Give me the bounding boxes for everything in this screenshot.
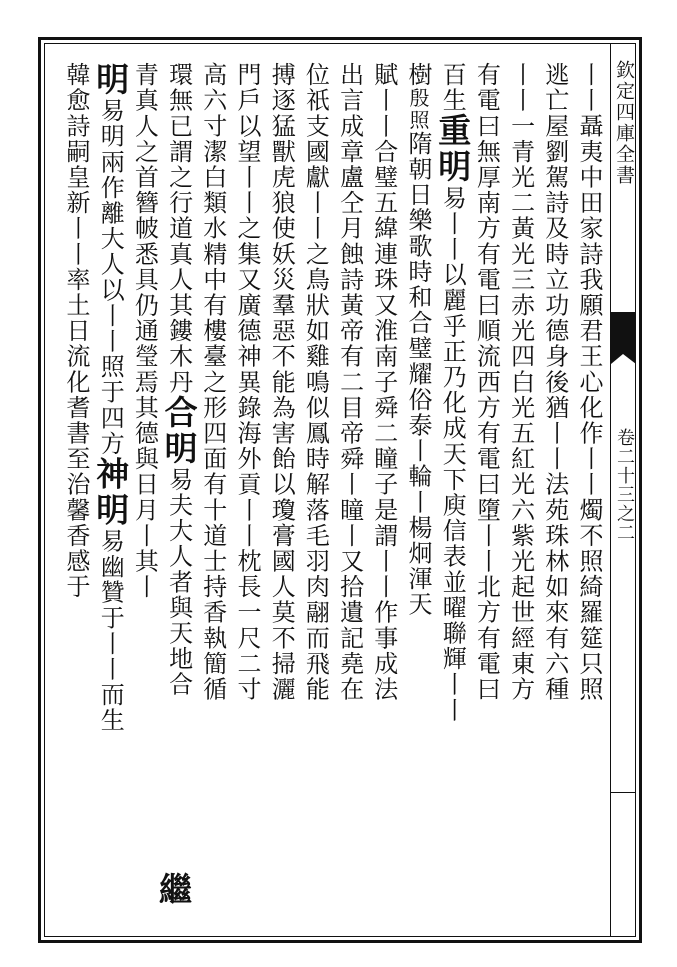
text-column: [333, 62, 367, 922]
text-column: [298, 62, 332, 922]
column-text: 出言成章盧仝月蝕詩黃帝有二目帝舜丨瞳丨又拾遺記堯在: [335, 62, 364, 702]
entry-heading: 繼: [154, 872, 193, 908]
column-text: 位祇支國獻丨丨之鳥狀如雞鳴似鳳時解落毛羽肉翮而飛能: [301, 62, 330, 702]
column-text: 其德與日月丨其丨: [130, 394, 159, 600]
entry-heading: 重明: [433, 113, 473, 186]
book-title: 欽定四庫全書: [613, 60, 635, 186]
text-column: [59, 62, 93, 922]
text-column: [196, 62, 230, 922]
column-text: 丨丨聶夷中田家詩我願君王心化作丨丨燭不照綺羅筵只照: [575, 62, 603, 702]
text-column: [433, 62, 473, 922]
column-text: 百生: [438, 62, 467, 114]
text-column: [264, 62, 298, 922]
column-text: 搏逐猛獸虎狼使妖災羣惡不能為害飴以瓊膏國人莫不掃灑: [267, 62, 296, 702]
text-column: [504, 62, 538, 922]
column-text: 耆書至治馨香感于: [62, 394, 90, 600]
column-text: 賦丨丨合璧五緯連珠又淮南子舜二瞳子是謂丨丨作事成法: [369, 62, 398, 702]
column-text: 逃亡屋劉駕詩及時立功德身後猶丨丨法苑珠林如來有六種: [540, 62, 569, 702]
entry-heading: 神明: [91, 456, 131, 529]
entry-heading: 合明: [159, 394, 199, 467]
text-column: [91, 62, 131, 922]
column-text: 丨丨一青光二黃光三赤光四白光五紅光六紫光起世經東方: [506, 62, 535, 702]
text-column: [538, 62, 572, 922]
volume-label: 卷二十三之二: [614, 428, 635, 542]
column-text: 易幽贊于丨丨而生: [96, 528, 125, 734]
column-text: 易明兩作離大人以丨丨照于四方: [96, 98, 125, 457]
text-column: [230, 62, 264, 922]
text-column: [401, 62, 435, 922]
column-text: 隋朝日樂歌時和合璧耀俗泰丨輪丨楊炯渾天: [404, 130, 432, 618]
margin-tick: [611, 792, 636, 793]
text-column: [572, 62, 606, 922]
column-text: 門戶以望丨丨之集又廣德神異錄海外貢丨丨枕長一尺二寸: [233, 62, 261, 702]
column-text: 青真人之首簪帔悉具仍通瑩焉: [130, 62, 159, 395]
column-text: 韓愈詩嗣皇新丨丨率土日流化: [62, 62, 90, 395]
entry-heading: 明: [91, 62, 131, 98]
column-text: 樹: [404, 62, 432, 88]
column-text: 高六寸潔白類水精中有樓臺之形四面有十道士持香執簡循: [198, 62, 227, 702]
column-text: 易夫大人者與天地合: [164, 466, 193, 698]
column-text: 易丨丨以麗乎正乃化成天下庾信表並曜聯輝丨丨: [438, 185, 467, 723]
fish-tail-mark-icon: [611, 312, 636, 354]
margin-rule: [610, 43, 611, 937]
text-column: [469, 62, 503, 922]
column-text: 有電曰無厚南方有電曰順流西方有電曰墮丨丨北方有電曰: [472, 62, 501, 702]
text-column: [367, 62, 401, 922]
text-column: [159, 62, 199, 922]
text-column: [127, 62, 161, 922]
annotation-text: 殷照: [406, 87, 430, 131]
column-text: 環無已謂之行道真人其鏤木丹: [164, 62, 193, 395]
